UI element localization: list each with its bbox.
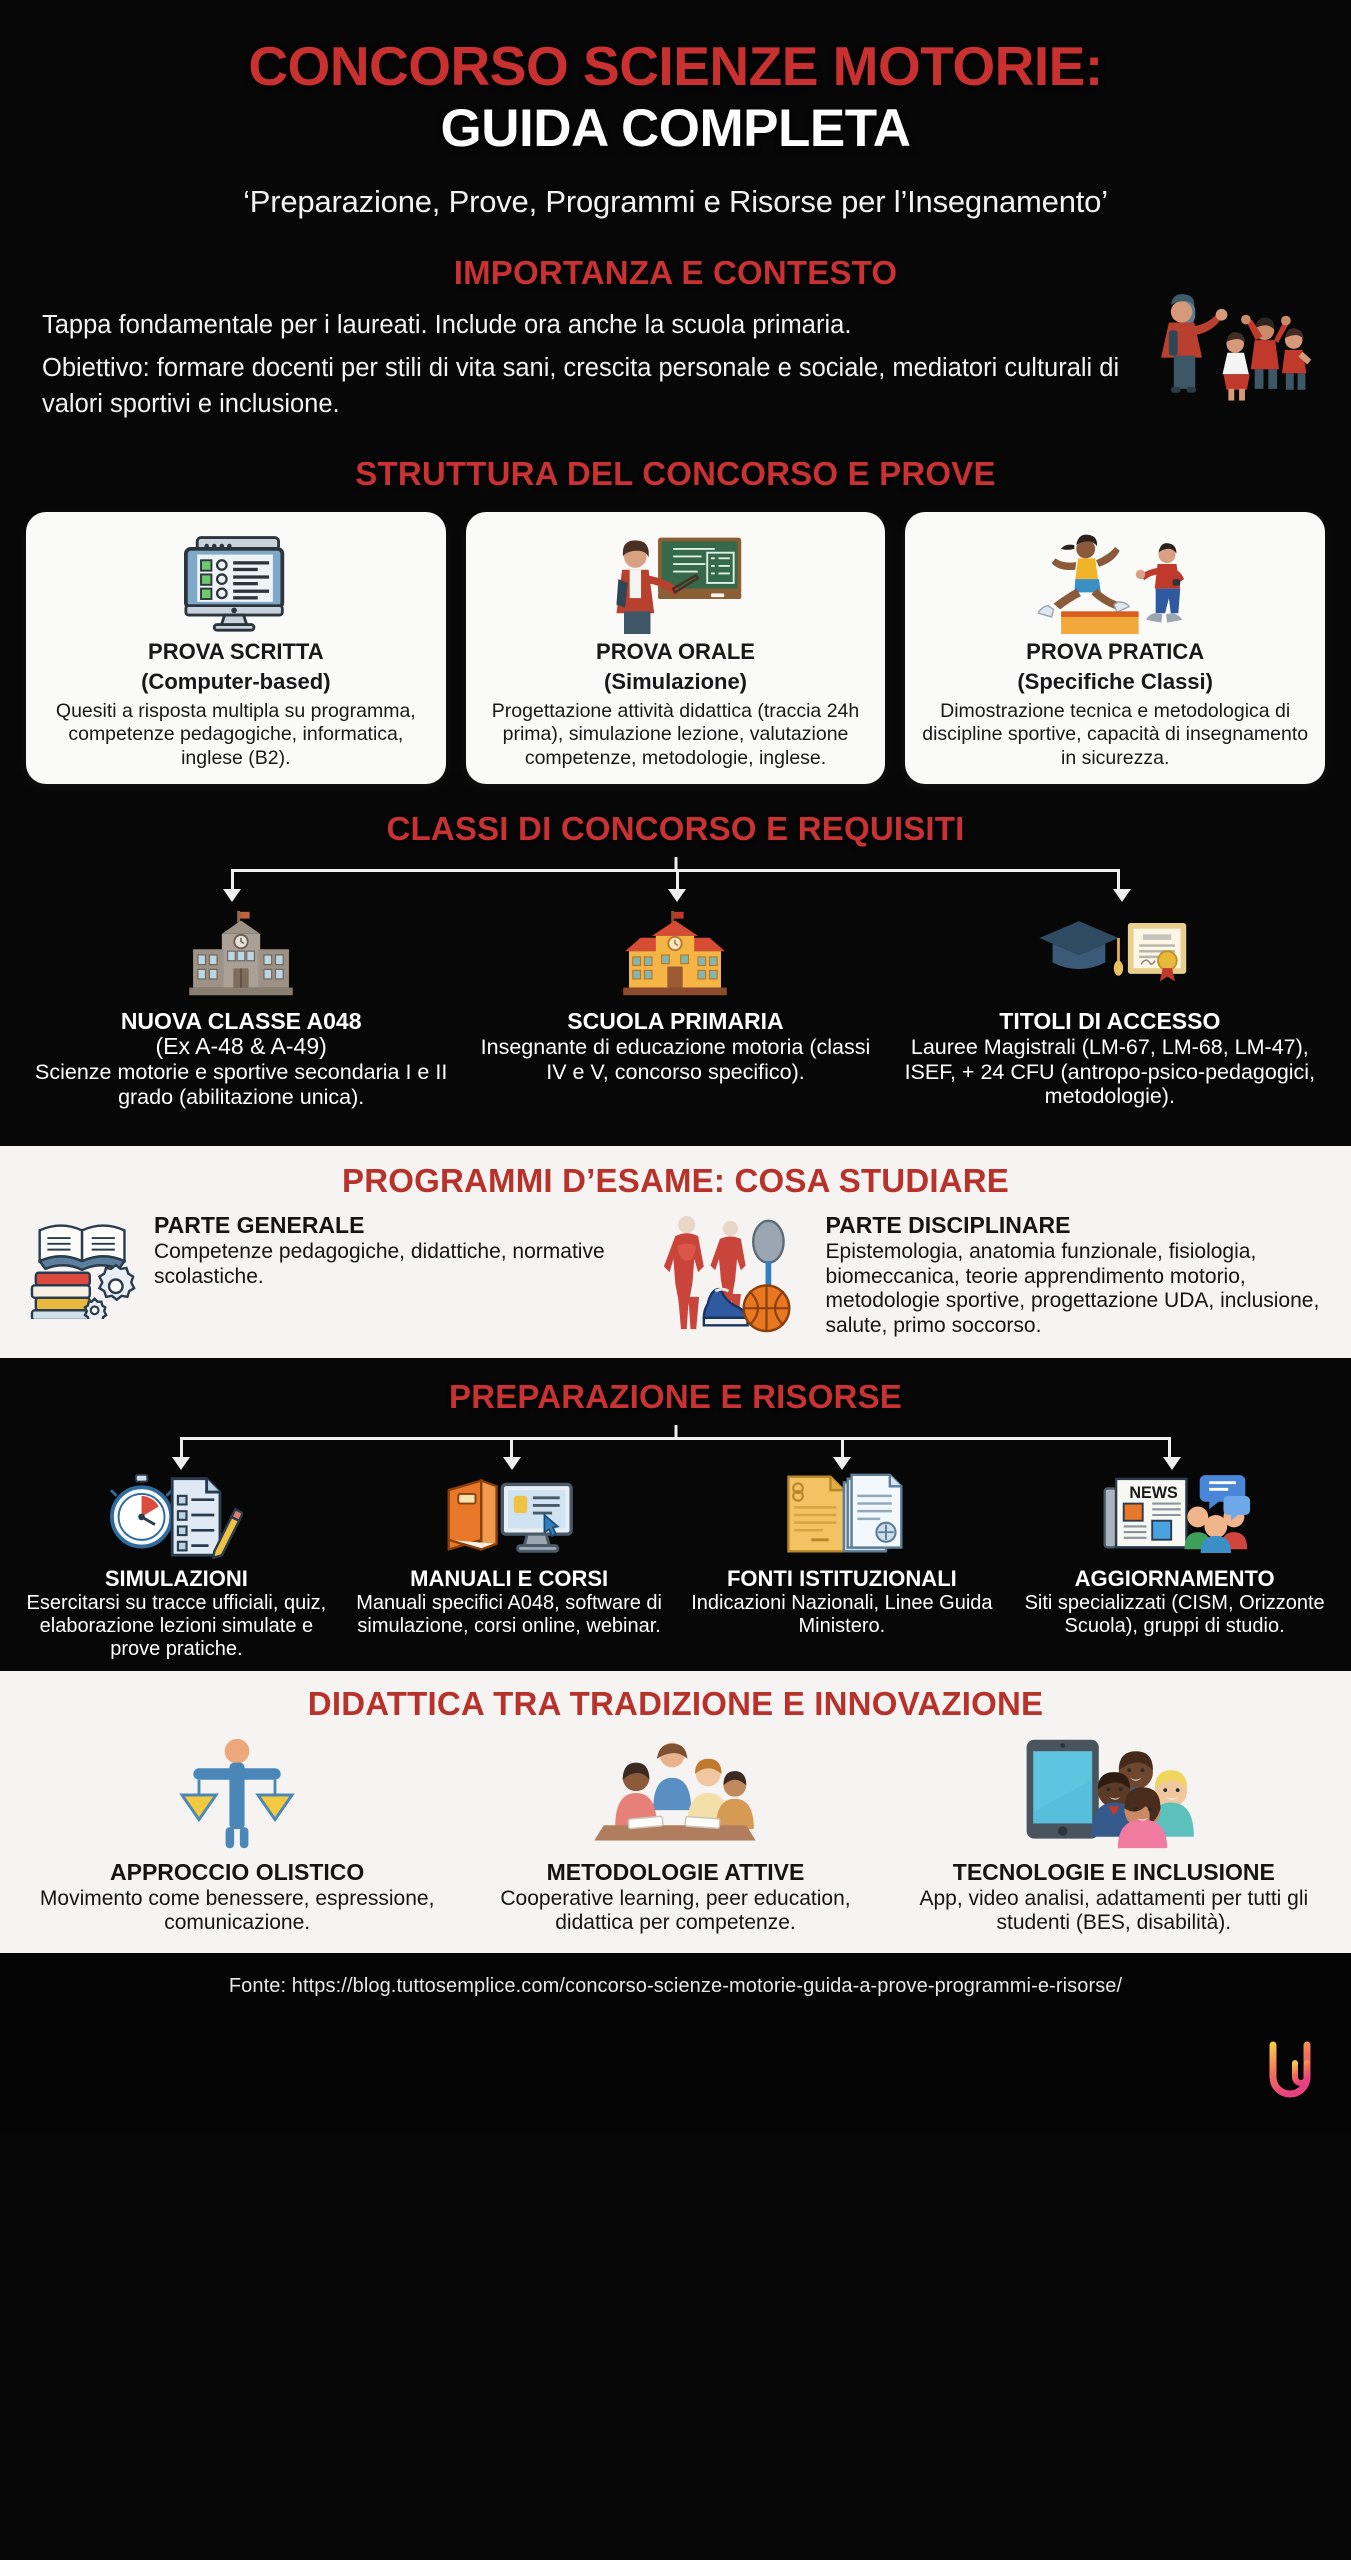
preparazione-item-aggiornamento[interactable] (1008, 1469, 1341, 1661)
anatomy-sports-icon (662, 1213, 814, 1342)
footer (0, 1953, 1351, 2133)
preparazione-item-body: Indicazioni Nazionali, Linee Guida Ministero. (691, 1592, 993, 1638)
card-prova-orale[interactable] (466, 512, 886, 784)
struttura-title: STRUTTURA DEL CONCORSO E PROVE (355, 454, 996, 492)
balance-person-icon (28, 1734, 446, 1852)
preparazione-columns (0, 1469, 1351, 1661)
classi-title: CLASSI DI CONCORSO E REQUISITI (386, 810, 965, 848)
connector-lines-preparazione (40, 1425, 1311, 1469)
importanza-text (42, 307, 1120, 423)
card-title-line2: (Simulazione) (604, 669, 748, 695)
page-title-line1: CONCORSO SCIENZE MOTORIE: (248, 35, 1103, 97)
didattica-item-olistico[interactable] (18, 1734, 456, 1936)
didattica-item-body: Cooperative learning, peer education, didattica per competenze. (500, 1886, 851, 1934)
preparazione-item-title: MANUALI E CORSI (410, 1565, 609, 1591)
classi-item-body: Scienze motorie e sportive secondaria I e II grado (abilitazione unica). (35, 1060, 448, 1109)
documents-icon (682, 1469, 1003, 1561)
classi-columns (0, 903, 1351, 1110)
school-building-orange-icon (468, 903, 882, 1001)
school-building-grey-icon (34, 903, 448, 1001)
preparazione-item-title: AGGIORNAMENTO (1074, 1565, 1275, 1591)
preparazione-section (0, 1377, 1351, 1671)
programmi-title: PROGRAMMI D’ESAME: COSA STUDIARE (341, 1161, 1010, 1199)
classi-section (0, 812, 1351, 1110)
programmi-item-generale[interactable] (26, 1213, 650, 1342)
card-title-line1: PROVA PRATICA (1026, 638, 1205, 664)
page-subtitle: ‘Preparazione, Prove, Programmi e Risorse per l’Insegnamento’ (243, 184, 1108, 219)
didattica-item-title: APPROCCIO OLISTICO (110, 1858, 365, 1885)
svg-text:NEWS: NEWS (1129, 1483, 1178, 1502)
books-gears-icon (26, 1213, 142, 1324)
didattica-item-tecnologie[interactable] (895, 1734, 1333, 1936)
preparazione-item-simulazioni[interactable] (10, 1469, 343, 1661)
programmi-section (0, 1146, 1351, 1358)
group-study-icon (466, 1734, 884, 1852)
u-logo-icon (1267, 2041, 1313, 2099)
stopwatch-checklist-icon (16, 1469, 337, 1561)
computer-test-icon (173, 530, 299, 634)
card-title-line1: PROVA ORALE (596, 638, 755, 664)
prove-cards (0, 512, 1351, 784)
didattica-item-body: App, video analisi, adattamenti per tutti gli studenti (BES, disabilità). (919, 1886, 1309, 1934)
card-prova-scritta[interactable] (26, 512, 446, 784)
programmi-item-disciplinare[interactable] (662, 1213, 1325, 1342)
book-monitor-icon (349, 1469, 670, 1561)
teacher-blackboard-icon (603, 530, 749, 634)
page-title-line2: GUIDA COMPLETA (440, 98, 911, 158)
preparazione-item-fonti[interactable] (676, 1469, 1009, 1661)
card-title-line1: PROVA SCRITTA (148, 638, 324, 664)
preparazione-item-manuali[interactable] (343, 1469, 676, 1661)
importanza-paragraph-1: Tappa fondamentale per i laureati. Include ora anche la scuola primaria. (42, 311, 852, 339)
classi-item-title: SCUOLA PRIMARIA (567, 1008, 784, 1035)
card-body: Quesiti a risposta multipla su programma, competenze pedagogiche, informatica, inglese (B2). (55, 699, 416, 769)
struttura-section (0, 454, 1351, 784)
news-community-icon (1014, 1469, 1335, 1561)
preparazione-title: PREPARAZIONE E RISORSE (448, 1377, 903, 1415)
didattica-title: DIDATTICA TRA TRADIZIONE E INNOVAZIONE (307, 1684, 1044, 1722)
athletes-jump-icon (1034, 530, 1196, 634)
classi-item-body: Lauree Magistrali (LM-67, LM-68, LM-47), ISEF, + 24 CFU (antropo-psico-pedagogici, metodologie). (904, 1034, 1316, 1109)
classi-item-title: TITOLI DI ACCESSO (999, 1008, 1221, 1035)
programmi-item-title: PARTE GENERALE (154, 1211, 365, 1238)
classi-item-title: NUOVA CLASSE A048 (120, 1008, 362, 1035)
preparazione-item-body: Siti specializzati (CISM, Orizzonte Scuola), gruppi di studio. (1024, 1592, 1325, 1638)
classi-item-titoli[interactable] (893, 903, 1327, 1110)
card-prova-pratica[interactable] (905, 512, 1325, 784)
importanza-section (0, 256, 1351, 423)
preparazione-item-body: Manuali specifici A048, software di simulazione, corsi online, webinar. (356, 1592, 662, 1638)
card-title-line2: (Computer-based) (141, 669, 331, 695)
didattica-item-title: TECNOLOGIE E INCLUSIONE (952, 1858, 1275, 1885)
card-title-line2: (Specifiche Classi) (1017, 669, 1213, 695)
source-url[interactable]: Fonte: https://blog.tuttosemplice.com/concorso-scienze-motorie-guida-a-prove-programmi-e-risorse/ (228, 1975, 1123, 1998)
classi-item-a048[interactable] (24, 903, 458, 1110)
graduation-cap-diploma-icon (903, 903, 1317, 1001)
card-body: Progettazione attività didattica (traccia 24h prima), simulazione lezione, valutazione competenze, metodologie, inglese. (491, 699, 860, 769)
classi-item-body: Insegnante di educazione motoria (classi IV e V, concorso specifico). (480, 1034, 871, 1084)
classi-item-primaria[interactable] (458, 903, 892, 1110)
card-body: Dimostrazione tecnica e metodologica di discipline sportive, capacità di insegnamento in sicurezza. (922, 699, 1309, 769)
didattica-section (0, 1671, 1351, 1954)
connector-lines-classi (40, 857, 1311, 901)
programmi-item-body: Competenze pedagogiche, didattiche, normative scolastiche. (154, 1239, 605, 1288)
programmi-item-body: Epistemologia, anatomia funzionale, fisiologia, biomeccanica, teorie apprendimento motorio, metodologie sportive, progettazione UDA, inclusione, salute, primo soccorso. (825, 1239, 1320, 1338)
classi-item-note: (Ex A-48 & A-49) (155, 1032, 327, 1059)
preparazione-item-title: FONTI ISTITUZIONALI (726, 1565, 957, 1591)
didattica-item-body: Movimento come benessere, espressione, comunicazione. (39, 1886, 435, 1934)
teacher-children-icon (1126, 279, 1321, 412)
didattica-item-metodologie[interactable] (456, 1734, 894, 1936)
importanza-title: IMPORTANZA E CONTESTO (453, 254, 898, 291)
hero-section (0, 0, 1351, 220)
tablet-students-icon (905, 1734, 1323, 1852)
preparazione-item-title: SIMULAZIONI (104, 1565, 248, 1591)
importanza-paragraph-2: Obiettivo: formare docenti per stili di vita sani, crescita personale e sociale, mediatori culturali di valori sportivi e inclusione. (42, 354, 1120, 419)
preparazione-item-body: Esercitarsi su tracce ufficiali, quiz, elaborazione lezioni simulate e prove pratiche. (26, 1592, 327, 1660)
programmi-item-title: PARTE DISCIPLINARE (825, 1211, 1071, 1238)
didattica-item-title: METODOLOGIE ATTIVE (546, 1858, 805, 1885)
